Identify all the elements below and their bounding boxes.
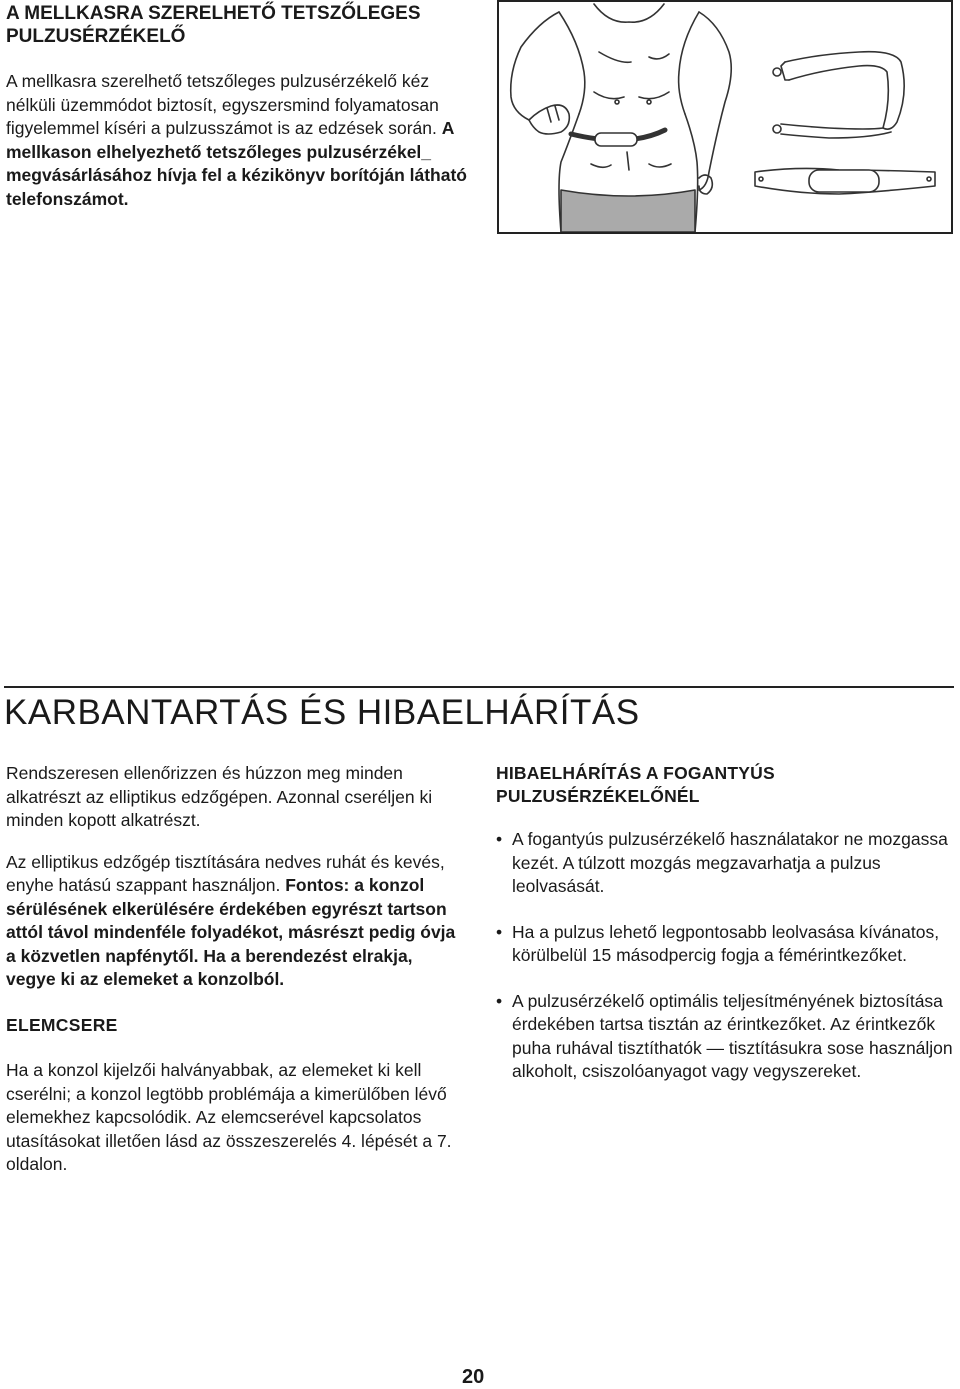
maintenance-paragraph: Rendszeresen ellenőrizzen és húzzon meg minden alkatrészt az elliptikus edzőgépen. Azonnal cseréljen ki minden kopott alkatrészt. bbox=[6, 763, 433, 830]
chest-strap-lower-icon bbox=[755, 168, 935, 194]
list-item: • Ha a pulzus lehető legpontosabb leolvasása kívánatos, körülbelül 15 másodpercig fogja a fémérintkezőket. bbox=[496, 921, 956, 968]
chest-sensor-heading bbox=[6, 2, 476, 48]
chest-strap-upper-icon bbox=[773, 52, 904, 138]
intro-bold-text: A mellkason elhelyezhető tetszőleges pulzusérzékel_ megvásárlásához hívja fel a kézikönyv borítóján látható telefonszámot. bbox=[6, 118, 467, 209]
intro-plain-text: A mellkasra szerelhető tetszőleges pulzusérzékelő kéz nélküli üzemmódot biztosít, egyszersmind folyamatosan figyelemmel kíséri a pulzusszámot is az edzések során. bbox=[6, 71, 442, 138]
page-number: 20 bbox=[462, 1366, 485, 1388]
battery-paragraph: Ha a konzol kijelzői halványabbak, az elemeket ki kell cserélni; a konzol legtöbb problémája a kimerülőben lévő elemekhez kapcsolódik. Az elemcserével kapcsolatos utasításokat illetően lásd az összeszerelés 4. lépését a 7. oldalon. bbox=[6, 1060, 452, 1174]
list-item: • A pulzusérzékelő optimális teljesítményének biztosítása érdekében tartsa tisztán az érintkezőket. Az érintkezők puha ruhával tisztíthatók — tisztításukra sose használjon alkoholt, csiszolóanyagot vagy vegyszereket. bbox=[496, 990, 956, 1084]
troubleshoot-heading-line2: PULZUSÉRZÉKELŐNÉL bbox=[496, 786, 700, 806]
right-column bbox=[496, 762, 956, 1084]
list-item: • A fogantyús pulzusérzékelő használatakor ne mozgassa kezét. A túlzott mozgás megzavarhatja a pulzus leolvasását. bbox=[496, 828, 956, 899]
chest-sensor-intro bbox=[6, 70, 476, 211]
section-title: KARBANTARTÁS ÉS HIBAELHÁRÍTÁS bbox=[4, 693, 640, 732]
chest-sensor-heading-line2: PULZUSÉRZÉKELŐ bbox=[6, 26, 186, 47]
chest-strap-illustration-icon bbox=[497, 0, 953, 234]
battery-subheading: ELEMCSERE bbox=[6, 1014, 118, 1035]
cleaning-paragraph bbox=[6, 851, 461, 992]
troubleshoot-heading-line1: HIBAELHÁRÍTÁS A FOGANTYÚS bbox=[496, 763, 775, 783]
cleaning-plain-text: Az elliptikus edzőgép tisztítására nedves ruhát és kevés, enyhe hatású szappant használjon. bbox=[6, 851, 445, 895]
chest-sensor-heading-line1: A MELLKASRA SZERELHETŐ TETSZŐLEGES bbox=[6, 3, 421, 24]
torso-figure-icon bbox=[511, 4, 732, 232]
cleaning-bold-text: Fontos: a konzol sérülésének elkerülésére érdekében egyrészt tartson attól távol mindenféle folyadékot, másrészt pedig óvja a közvetlen napfénytől. Ha a berendezést elrakja, vegye ki az elemeket a konzolból. bbox=[6, 875, 456, 989]
section-divider bbox=[4, 686, 954, 688]
left-column bbox=[6, 762, 461, 1177]
